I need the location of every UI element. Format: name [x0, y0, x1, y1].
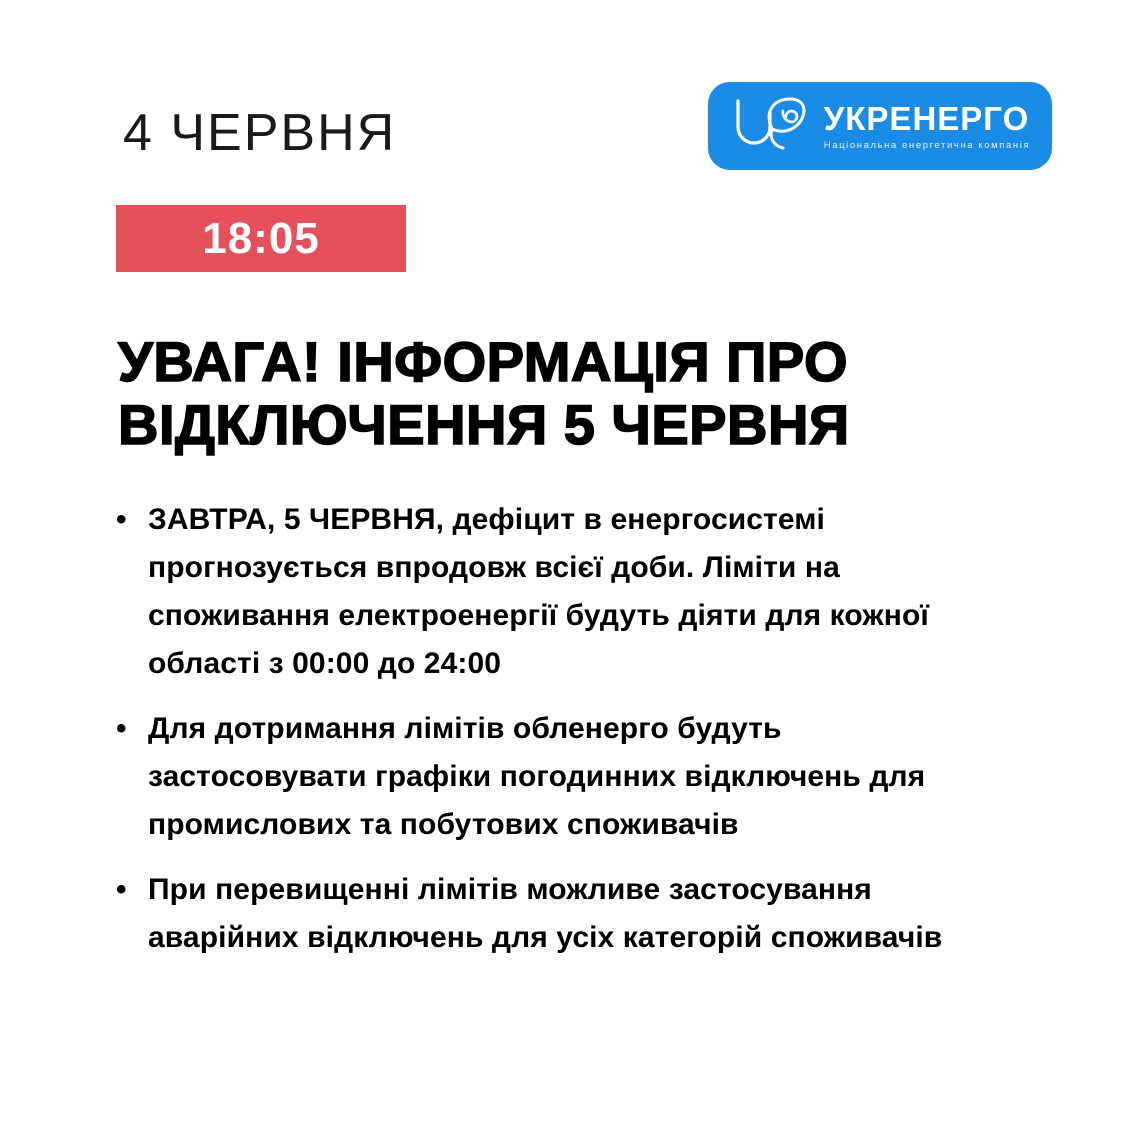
time-badge — [116, 205, 406, 272]
logo-company-name: УКРЕНЕРГО — [823, 100, 1030, 137]
logo-text-column — [824, 101, 1030, 151]
list-item — [116, 496, 996, 688]
page-title-line1: УВАГА! ІНФОРМАЦІЯ ПРО — [118, 330, 849, 393]
bullet-text: При перевищенні лімітів можливе застосування аварійних відключень для усіх категорій споживачів — [148, 873, 943, 954]
list-item — [116, 705, 996, 849]
page-title — [118, 330, 850, 456]
bullet-icon: • — [116, 712, 127, 745]
list-item — [116, 866, 996, 962]
bullet-text: ЗАВТРА, 5 ЧЕРВНЯ, дефіцит в енергосистемі прогнозується впродовж всієї доби. Ліміти на споживання електроенергії будуть діяти для кожної області з 00:00 до 24:00 — [148, 503, 929, 680]
logo-tagline: Національна енергетична компанія — [823, 140, 1031, 151]
bullet-icon: • — [116, 503, 127, 536]
bullet-text: Для дотримання лімітів обленерго будуть застосовувати графіки погодинних відключень для промислових та побутових споживачів — [148, 712, 926, 841]
page-title-line2: ВІДКЛЮЧЕННЯ 5 ЧЕРВНЯ — [118, 393, 850, 456]
date-label: 4 ЧЕРВНЯ — [123, 104, 397, 162]
time-badge-label: 18:05 — [202, 213, 320, 263]
ukrenergo-logo — [708, 82, 1052, 170]
u-leaf-icon — [730, 95, 812, 157]
bullet-icon: • — [116, 873, 127, 906]
bullet-list — [116, 496, 996, 979]
